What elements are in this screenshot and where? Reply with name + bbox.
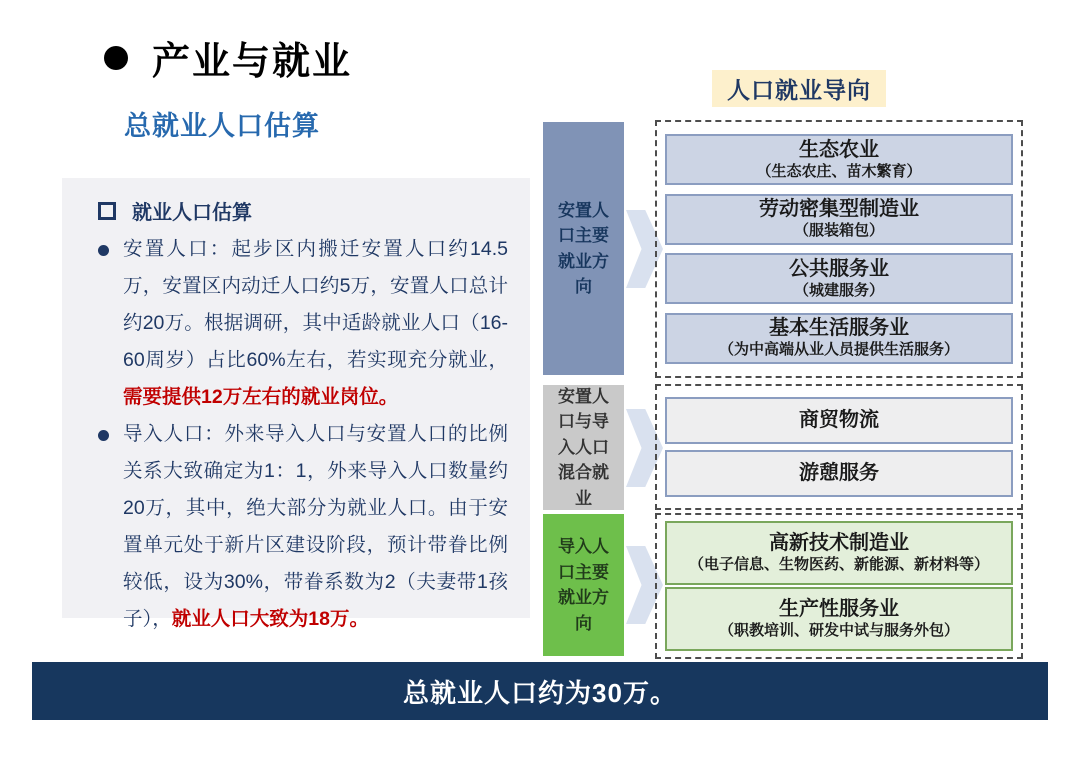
industry-sub: （为中高端从业人员提供生活服务）: [718, 341, 959, 359]
industry-box: [665, 450, 1013, 497]
diagram-header-tag: 人口就业导向: [712, 70, 886, 107]
industry-box: [665, 521, 1013, 585]
industry-title: 生态农业: [799, 139, 879, 162]
page-title: 产业与就业: [152, 41, 353, 83]
industry-sub: （职教培训、研发中试与服务外包）: [718, 622, 959, 640]
dot-bullet-icon: [98, 245, 109, 256]
industry-group-imported: [655, 513, 1023, 659]
page-subtitle: 总就业人口估算: [124, 111, 320, 141]
footer-summary-bar: 总就业人口约为30万。: [32, 662, 1048, 720]
employment-estimate-panel: [62, 178, 530, 630]
bullet-text: 导入人口：外来导入人口与安置人口的比例关系大致确定为1：1，外来导入人口数量约20万，其中，绝大部分为就业人口。由于安置单元处于新片区建设阶段，预计带眷比例较低，设为30%，带眷系数为2（夫妻带1孩子），: [123, 423, 508, 630]
industry-group-mixed: [655, 384, 1023, 510]
bullet-text: 安置人口：起步区内搬迁安置人口约14.5万，安置区内动迁人口约5万，安置人口总计约20万。根据调研，其中适龄就业人口（16-60周岁）占比60%左右，若实现充分就业，: [123, 238, 508, 371]
bullet-item-imported: [82, 416, 508, 638]
label-resettled-main-employment: 安置人口主要就业方向: [543, 122, 624, 375]
panel-header-label: 就业人口估算: [132, 202, 252, 224]
industry-box: [665, 194, 1013, 245]
industry-sub: （电子信息、生物医药、新能源、新材料等）: [688, 556, 989, 574]
industry-sub: （服装箱包）: [793, 222, 884, 240]
bullet-item-resettled: [82, 231, 508, 416]
industry-sub: （生态农庄、苗木繁育）: [756, 163, 922, 181]
industry-group-resettled: [655, 120, 1023, 378]
industry-box: [665, 397, 1013, 444]
dot-bullet-icon: [98, 430, 109, 441]
page-title-row: [104, 30, 352, 85]
industry-title: 公共服务业: [789, 257, 889, 280]
industry-title: 生产性服务业: [779, 598, 899, 621]
industry-title: 基本生活服务业: [769, 317, 909, 340]
bullet-highlight: 需要提供12万左右的就业岗位。: [123, 386, 399, 408]
label-imported-main-employment: 导入人口主要就业方向: [543, 514, 624, 656]
title-bullet-icon: [104, 46, 128, 70]
industry-title: 高新技术制造业: [769, 532, 909, 555]
industry-box: [665, 587, 1013, 651]
industry-box: [665, 134, 1013, 185]
industry-box: [665, 253, 1013, 304]
industry-title: 游憩服务: [799, 462, 879, 485]
panel-header: [98, 196, 508, 225]
industry-sub: （城建服务）: [793, 281, 884, 299]
industry-title: 商贸物流: [799, 408, 879, 431]
industry-title: 劳动密集型制造业: [759, 198, 919, 221]
square-bullet-icon: [98, 202, 116, 220]
industry-box: [665, 313, 1013, 364]
bullet-highlight: 就业人口大致为18万。: [171, 608, 369, 630]
label-mixed-employment: 安置人口与导入人口混合就业: [543, 385, 624, 510]
